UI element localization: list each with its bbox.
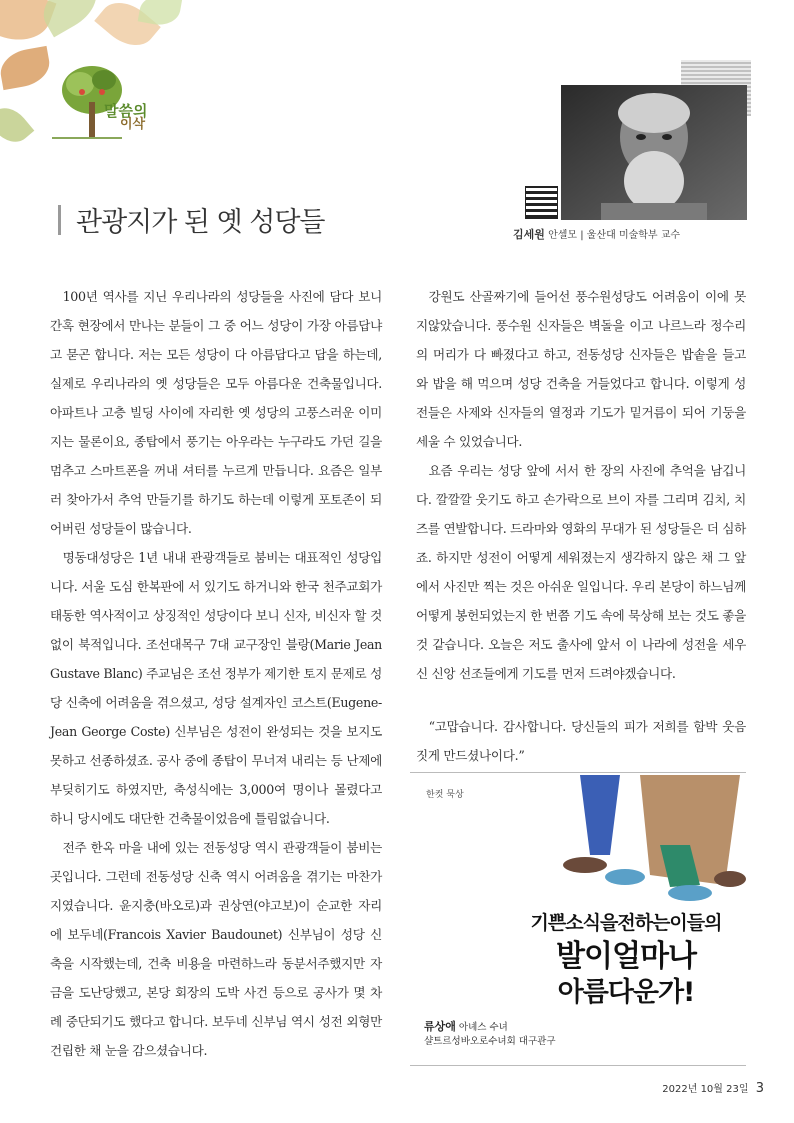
page-number: 3: [755, 1081, 764, 1096]
author-portrait: [561, 85, 747, 220]
calligraphy-line-1: 기쁜소식을전하는이들의: [530, 912, 722, 934]
paragraph: 명동대성당은 1년 내내 관광객들로 붐비는 대표적인 성당입니다. 서울 도심 한복판에 서 있기도 하거니와 한국 천주교회가 태동한 역사적이고 상징적인 성당이다 보니 신자, 비신자 할 것 없이 북적입니다. 조선대목구 7대 교구장인 블랑(Marie Jean Gustave Blanc) 주교님은 조선 정부가 제기한 토지 문제로 성당 신축에 어려움을 겪으셨고, 성당 설계자인 코스트(Eugene-Jean George Coste) 신부님은 성전이 완성되는 것을 보지도 못하고 선종하셨죠. 공사 중에 종탑이 무너져 내리는 등 난제에 부딪히기도 하였지만, 축성식에는 3,000여 명이나 몰렸다고 하니 당시에도 대단한 건축물이었음에 틀림없습니다.: [50, 550, 382, 826]
artist-title: 아녜스 수녀: [458, 1022, 508, 1033]
title-divider: [58, 205, 61, 235]
section-logo: [104, 104, 147, 132]
issue-date: 2022년 10월 23일: [662, 1084, 749, 1095]
article-title: 관광지가 된 옛 성당들: [76, 207, 325, 238]
right-column: [416, 282, 746, 770]
paragraph: 강원도 산골짜기에 들어선 풍수원성당도 어려움이 이에 못지않았습니다. 풍수원 신자들은 벽돌을 이고 나르느라 정수리의 머리가 다 빠졌다고 하고, 전동성당 신자들은 밥솥을 들고 와 밥을 해 먹으며 성당 건축을 거들었다고 합니다. 이렇게 성전들은 사제와 신자들의 열정과 기도가 밑거름이 되어 기둥을 세울 수 있었습니다.: [416, 289, 746, 449]
qr-code-icon: [525, 186, 558, 219]
paragraph: 전주 한옥 마을 내에 있는 전동성당 역시 관광객들이 붐비는 곳입니다. 그런데 전동성당 신축 역시 어려움을 겪기는 마찬가지였습니다. 윤지충(바오로)과 권상연(야고보)이 순교한 자리에 보두네(Francois Xavier Baudounet) 신부님이 성당 신축을 시작했는데, 건축 비용을 마련하느라 동분서주했지만 자금을 도난당했고, 본당 회장의 도박 사건 등으로 공사가 몇 차례 중단되기도 했다고 합니다. 보두네 신부님 역시 성전 외형만 건립한 채 눈을 감으셨습니다.: [50, 840, 382, 1058]
logo-main-text: 말씀의: [104, 102, 148, 120]
artist-name: 류상애: [424, 1020, 456, 1033]
calligraphy-verse: [512, 908, 740, 1010]
calligraphy-line-3: 아름다운가!: [557, 977, 695, 1008]
author-affiliation: 안셀모 | 울산대 미술학부 교수: [548, 230, 681, 241]
paragraph: 100년 역사를 지닌 우리나라의 성당들을 사진에 담다 보니 간혹 현장에서 만나는 분들이 그 중 어느 성당이 가장 아름답냐고 묻곤 합니다. 저는 모든 성당이 다 아름답다고 답을 하는데, 실제로 우리나라의 옛 성당들은 모두 아름다운 건축물입니다. 아파트나 고층 빌딩 사이에 자리한 옛 성당의 고풍스러운 이미지는 물론이요, 종탑에서 풍기는 아우라는 누구라도 가던 길을 멈추고 스마트폰을 꺼내 셔터를 누르게 만듭니다. 요즘은 일부러 찾아가서 추억 만들기를 하기도 하는데 이렇게 포토존이 되어버린 성당들이 많습니다.: [50, 289, 382, 536]
author-byline: [513, 226, 680, 242]
artwork-label: 한컷 묵상: [426, 790, 464, 800]
artist-credit: [424, 1020, 556, 1049]
left-column: [50, 282, 382, 1065]
author-name: 김세원: [513, 228, 545, 241]
logo-sub-text: 이삭: [120, 117, 146, 132]
walking-feet-illustration: [550, 775, 746, 905]
artist-organization: 샬트르성바오로수녀회 대구관구: [424, 1036, 556, 1047]
closing-quote: “고맙습니다. 감사합니다. 당신들의 피가 저희를 함박 웃음 짓게 만드셨나이다.”: [416, 719, 746, 763]
paragraph: 요즘 우리는 성당 앞에 서서 한 장의 사진에 추억을 남깁니다. 깔깔깔 웃기도 하고 손가락으로 브이 자를 그리며 김치, 치즈를 연발합니다. 드라마와 영화의 무대가 된 성당들은 더 심하죠. 하지만 성전이 어떻게 세워졌는지 생각하지 않은 채 그 앞에서 사진만 찍는 것은 아쉬운 일입니다. 우리 본당이 하느님께 어떻게 봉헌되었는지 한 번쯤 기도 속에 묵상해 보는 것도 좋을 것 같습니다. 오늘은 저도 출사에 앞서 이 나라에 성전을 세우신 신앙 선조들에게 기도를 먼저 드려야겠습니다.: [416, 463, 746, 681]
page-footer: [662, 1080, 764, 1096]
calligraphy-line-2: 발이얼마나: [556, 939, 696, 974]
